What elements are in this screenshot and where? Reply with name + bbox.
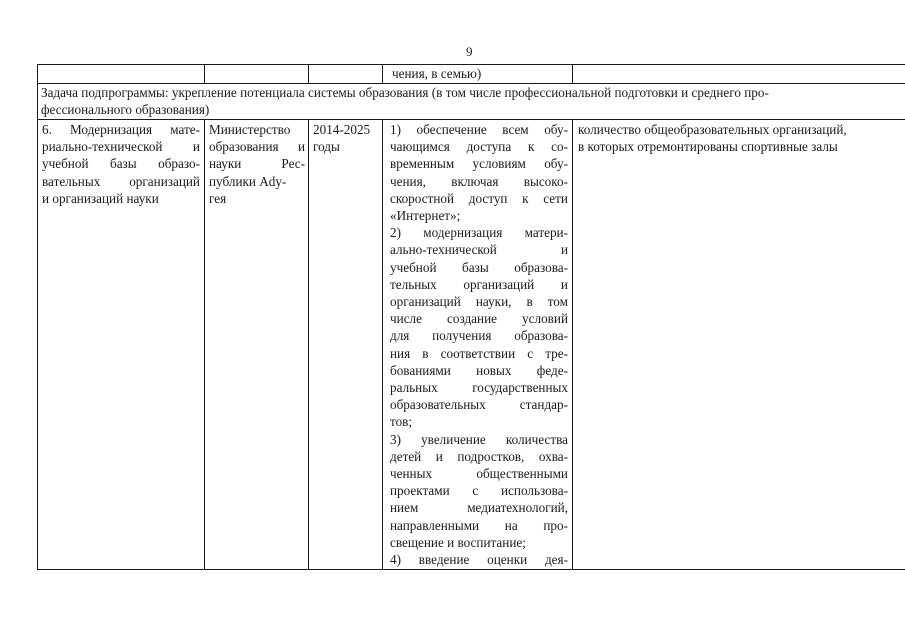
result-line: 4) введение оценки дея- <box>390 552 568 568</box>
column-divider <box>204 64 205 84</box>
result-line: «Интернет»; <box>390 208 461 224</box>
result-line: числе создание условий <box>390 311 568 327</box>
result-line: учебной базы образова- <box>390 259 568 275</box>
executor-cell <box>209 121 305 207</box>
measure-line: вательных организаций <box>42 173 200 189</box>
result-line: нием медиатехнологий, <box>390 500 568 516</box>
period-line: годы <box>313 139 340 155</box>
result-line: временным условиям обу- <box>390 156 568 172</box>
indicator-cell <box>578 121 903 155</box>
column-divider <box>572 64 573 84</box>
result-line: организаций науки, в том <box>390 294 568 310</box>
program-table <box>37 64 905 570</box>
measure-line: учебной базы образо- <box>42 156 200 172</box>
subprogram-task-row <box>41 84 903 118</box>
result-line: скоростной доступ к сети <box>390 190 568 206</box>
page-number: 9 <box>466 44 473 59</box>
executor-line: Министерство <box>209 122 291 137</box>
text-line: чения, в семью) <box>392 66 482 81</box>
measure-line: и организаций науки <box>42 190 159 206</box>
result-line: тельных организаций и <box>390 276 568 292</box>
result-line: бованиями новых феде- <box>390 362 568 378</box>
result-line: чения, включая высоко- <box>390 173 568 189</box>
result-line: 3) увеличение количества <box>390 431 568 447</box>
result-line: ральных государственных <box>390 380 568 396</box>
measure-line: 6. Модернизация мате- <box>42 122 200 137</box>
column-divider <box>308 119 309 570</box>
executor-line: науки Рес- <box>209 156 305 172</box>
result-line: 1) обеспечение всем обу- <box>390 122 568 137</box>
column-divider <box>382 64 383 84</box>
executor-line: публики Ady- <box>209 173 287 189</box>
column-divider <box>572 119 573 570</box>
column-divider <box>204 119 205 570</box>
result-line: направленными на про- <box>390 517 568 533</box>
result-line: проектами с использова- <box>390 483 568 499</box>
table-bottom-border <box>37 569 905 570</box>
result-line: ально-технической и <box>390 242 568 258</box>
measure-line: риально-технической и <box>42 139 200 155</box>
executor-line: гея <box>209 190 227 206</box>
result-line: тов; <box>390 414 413 430</box>
result-line: образовательных стандар- <box>390 397 568 413</box>
indicator-line: в которых отремонтированы спортивные залы <box>578 139 838 155</box>
result-line: ченных общественными <box>390 466 568 482</box>
result-line: чающимся доступа к со- <box>390 139 568 155</box>
result-line: свещение и воспитание; <box>390 534 526 550</box>
result-line: 2) модернизация матери- <box>390 225 568 241</box>
table-row-divider <box>37 119 905 120</box>
result-line: для получения образова- <box>390 328 568 344</box>
result-line: ния в соответствии с тре- <box>390 345 568 361</box>
measure-cell <box>42 121 200 207</box>
period-line: 2014-2025 <box>313 122 371 137</box>
task-line: Задача подпрограммы: укрепление потенциала системы образования (в том числе профессиональной подготовки и среднего про- <box>41 85 769 100</box>
column-divider <box>308 64 309 84</box>
indicator-line: количество общеобразовательных организаций, <box>578 122 847 137</box>
results-cell-continuation <box>392 65 568 82</box>
table-left-border <box>37 64 38 570</box>
result-line: детей и подростков, охва- <box>390 448 568 464</box>
period-cell <box>313 121 381 155</box>
expected-results-cell <box>390 121 568 568</box>
column-divider <box>382 119 383 570</box>
executor-line: образования и <box>209 139 305 155</box>
task-line: фессионального образования) <box>41 102 210 118</box>
